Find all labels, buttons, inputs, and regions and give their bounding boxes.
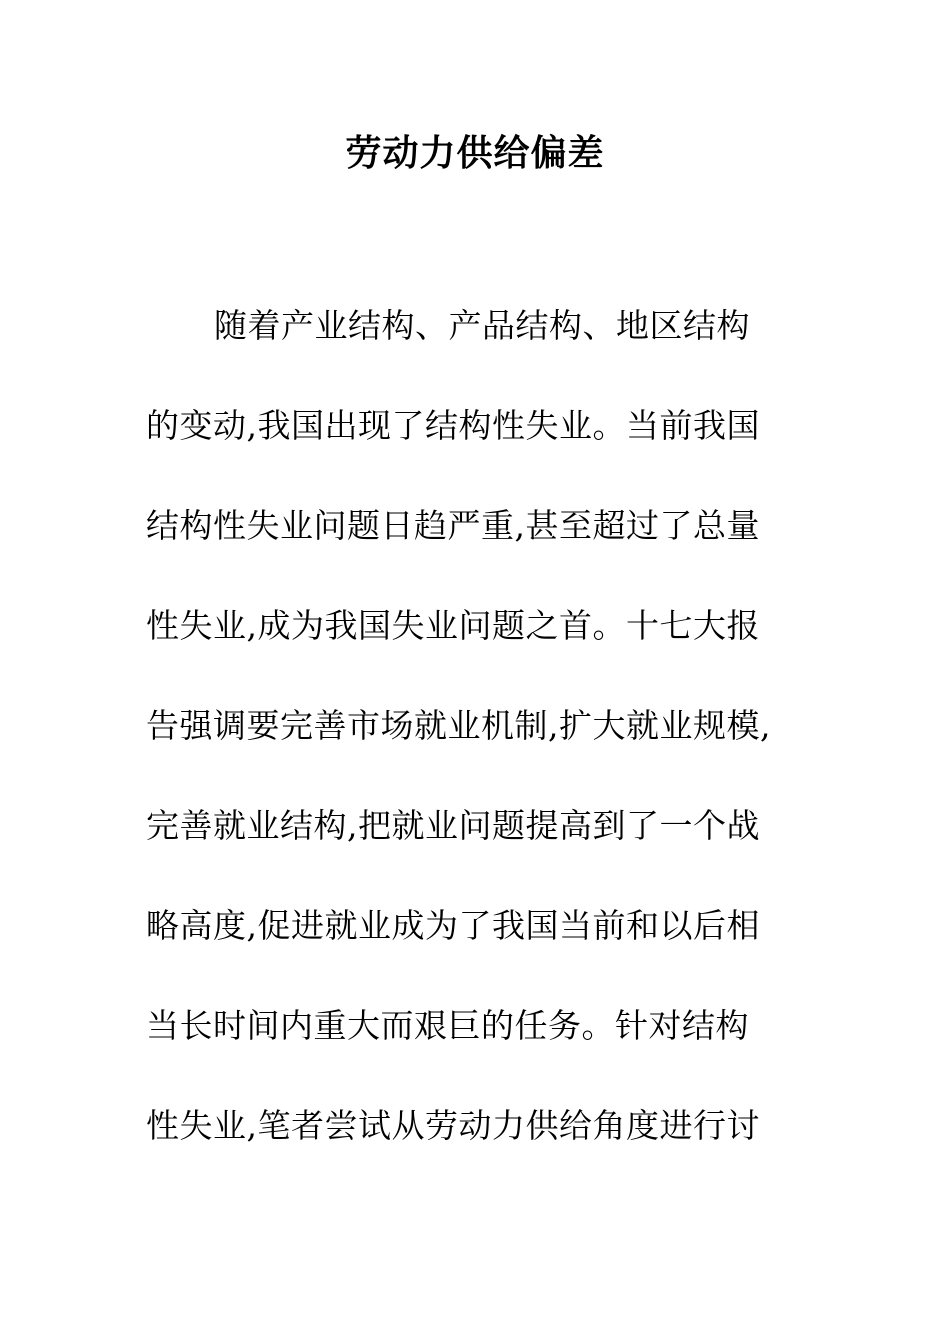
paragraph-line: 完善就业结构,把就业问题提高到了一个战 xyxy=(146,806,760,845)
paragraph-line: 结构性失业问题日趋严重,甚至超过了总量 xyxy=(146,506,760,545)
paragraph-line: 当长时间内重大而艰巨的任务。针对结构 xyxy=(146,1006,749,1045)
paragraph-line: 随着产业结构、产品结构、地区结构 xyxy=(214,306,750,345)
paragraph-line: 告强调要完善市场就业机制,扩大就业规模, xyxy=(146,706,771,745)
paragraph-line: 性失业,笔者尝试从劳动力供给角度进行讨 xyxy=(146,1106,760,1145)
paragraph-line: 略高度,促进就业成为了我国当前和以后相 xyxy=(146,906,760,945)
paragraph-line: 的变动,我国出现了结构性失业。当前我国 xyxy=(146,406,760,445)
document-title: 劳动力供给偏差 xyxy=(345,132,605,174)
body-paragraph xyxy=(146,298,816,1198)
paragraph-line: 性失业,成为我国失业问题之首。十七大报 xyxy=(146,606,760,645)
